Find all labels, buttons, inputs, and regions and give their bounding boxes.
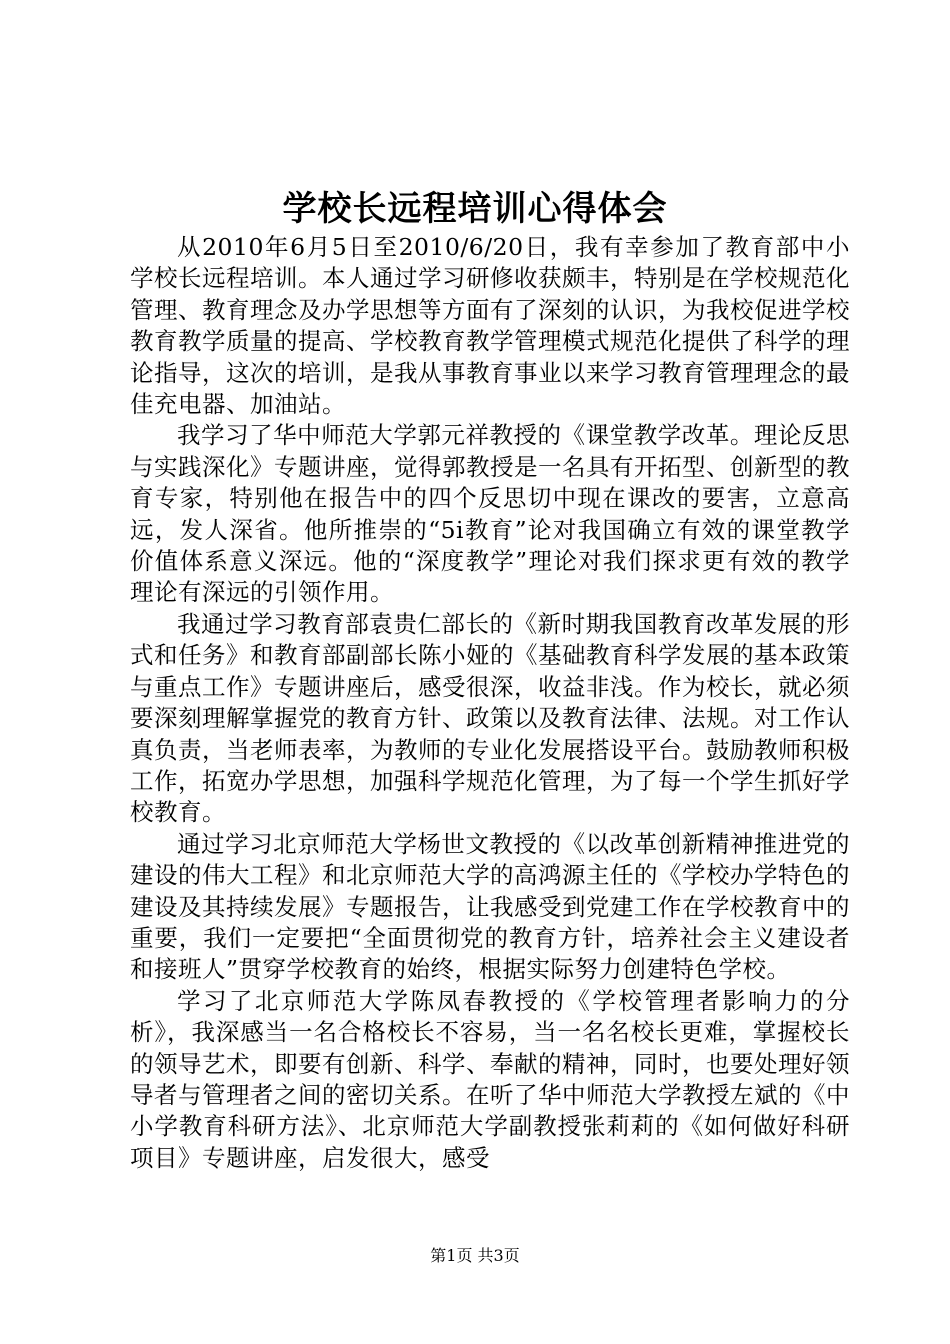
paragraph-1: 从2010年6月5日至2010/6/20日，我有幸参加了教育部中小学校长远程培训。本人通过学习研修收获颇丰，特别是在学校规范化管理、教育理念及办学思想等方面有了深刻的认识，为我校促进学校教育教学质量的提高、学校教育教学管理模式规范化提供了科学的理论指导，这次的培训，是我从事教育事业以来学习教育管理理念的最佳充电器、加油站。 — [130, 233, 850, 419]
paragraph-4: 通过学习北京师范大学杨世文教授的《以改革创新精神推进党的建设的伟大工程》和北京师范大学的高鸿源主任的《学校办学特色的建设及其持续发展》专题报告，让我感受到党建工作在学校教育中的重要，我们一定要把“全面贯彻党的教育方针，培养社会主义建设者和接班人”贯穿学校教育的始终，根据实际努力创建特色学校。 — [130, 829, 850, 984]
document-body — [130, 232, 850, 1174]
paragraph-5: 学习了北京师范大学陈凤春教授的《学校管理者影响力的分析》，我深感当一名合格校长不容易，当一名名校长更难，掌握校长的领导艺术，即要有创新、科学、奉献的精神，同时，也要处理好领导者与管理者之间的密切关系。在听了华中师范大学教授左斌的《中小学教育科研方法》、北京师范大学副教授张莉莉的《如何做好科研项目》专题讲座，启发很大，感受 — [130, 986, 850, 1172]
document-title: 学校长远程培训心得体会 — [282, 189, 668, 229]
page-number-footer: 第1页 共3页 — [430, 1246, 520, 1265]
paragraph-3: 我通过学习教育部袁贵仁部长的《新时期我国教育改革发展的形式和任务》和教育部副部长陈小娅的《基础教育科学发展的基本政策与重点工作》专题讲座后，感受很深，收益非浅。作为校长，就必须要深刻理解掌握党的教育方针、政策以及教育法律、法规。对工作认真负责，当老师表率，为教师的专业化发展搭设平台。鼓励教师积极工作，拓宽办学思想，加强科学规范化管理，为了每一个学生抓好学校教育。 — [130, 609, 850, 827]
paragraph-2: 我学习了华中师范大学郭元祥教授的《课堂教学改革。理论反思与实践深化》专题讲座，觉得郭教授是一名具有开拓型、创新型的教育专家，特别他在报告中的四个反思切中现在课改的要害，立意高远，发人深省。他所推崇的“5i教育”论对我国确立有效的课堂教学价值体系意义深远。他的“深度教学”理论对我们探求更有效的教学理论有深远的引领作用。 — [130, 421, 850, 607]
